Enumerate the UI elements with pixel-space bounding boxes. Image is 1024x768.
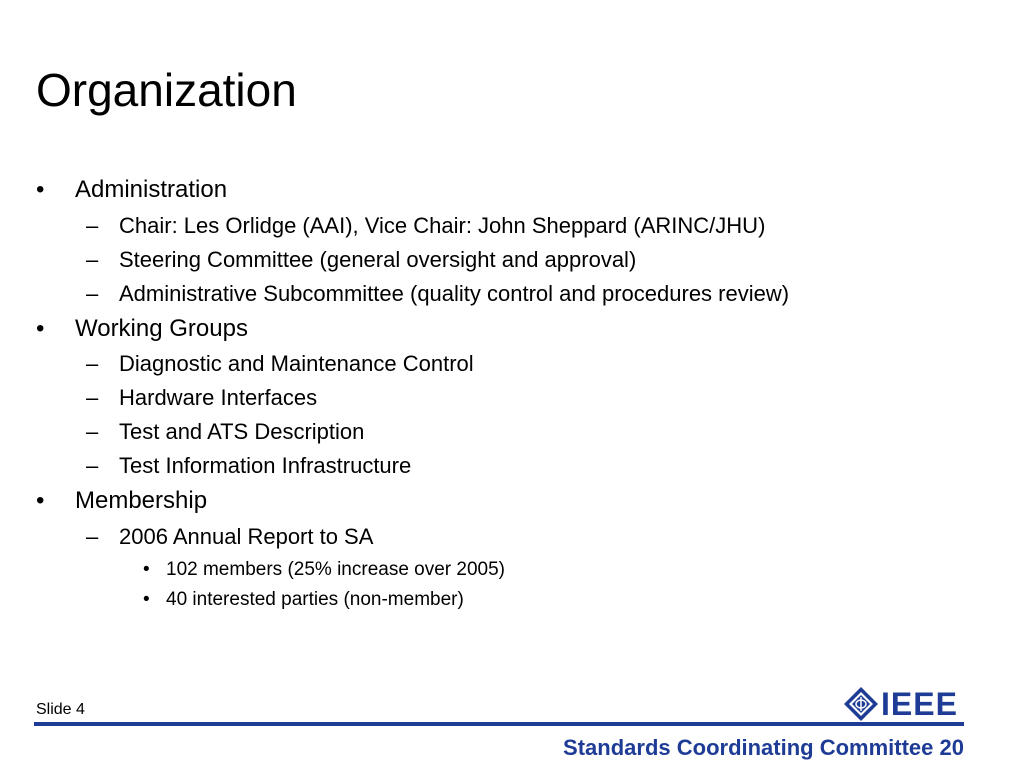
dash-marker: –	[86, 419, 99, 444]
outline-text: Chair: Les Orlidge (AAI), Vice Chair: John Sheppard (ARINC/JHU)	[119, 213, 766, 238]
dash-marker: –	[86, 247, 99, 272]
footer-title: Standards Coordinating Committee 20	[563, 735, 964, 760]
outline-text: Working Groups	[75, 315, 248, 342]
dash-marker: –	[86, 213, 99, 238]
dash-marker: –	[86, 524, 99, 549]
outline-text: 40 interested parties (non-member)	[166, 589, 464, 610]
slide-number: Slide 4	[36, 701, 85, 718]
outline-text: Test and ATS Description	[119, 419, 365, 444]
outline-text: Administrative Subcommittee (quality control and procedures review)	[119, 281, 790, 306]
slide-title: Organization	[36, 64, 297, 116]
bullet-marker: •	[143, 589, 150, 610]
dash-marker: –	[86, 281, 99, 306]
ieee-logo	[843, 686, 963, 722]
outline-text: Membership	[75, 487, 208, 514]
bullet-marker: •	[36, 487, 45, 514]
outline-text: Hardware Interfaces	[119, 385, 318, 410]
outline-text: Diagnostic and Maintenance Control	[119, 351, 474, 376]
bullet-marker: •	[36, 176, 45, 203]
dash-marker: –	[86, 385, 99, 410]
dash-marker: –	[86, 453, 99, 478]
outline-text: 102 members (25% increase over 2005)	[166, 559, 506, 580]
bullet-marker: •	[143, 559, 150, 580]
dash-marker: –	[86, 351, 99, 376]
outline-text: Administration	[75, 176, 228, 203]
footer-divider	[34, 722, 964, 726]
bullet-marker: •	[36, 315, 45, 342]
outline-text: Test Information Infrastructure	[119, 453, 412, 478]
outline-text: Steering Committee (general oversight and approval)	[119, 247, 637, 272]
ieee-diamond-icon	[843, 686, 879, 722]
outline-text: 2006 Annual Report to SA	[119, 524, 374, 549]
ieee-logo-text: IEEE	[881, 686, 958, 722]
